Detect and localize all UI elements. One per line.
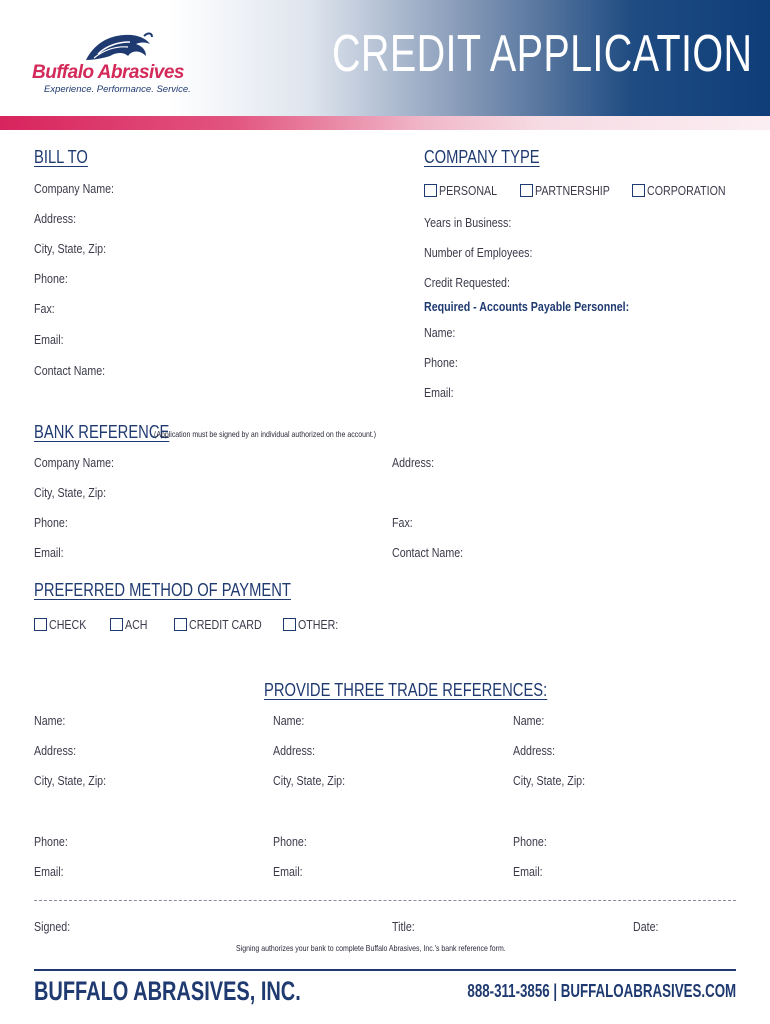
other-label: OTHER: <box>298 617 339 632</box>
title-field[interactable]: Title: <box>392 919 415 934</box>
trade2-city-state-zip-field[interactable]: City, State, Zip: <box>273 773 346 788</box>
ap-phone-field[interactable]: Phone: <box>424 355 458 370</box>
checkbox-square-icon[interactable] <box>174 618 187 631</box>
personal-label: PERSONAL <box>439 183 498 198</box>
date-field[interactable]: Date: <box>633 919 659 934</box>
checkbox-square-icon[interactable] <box>110 618 123 631</box>
logo-tagline: Experience. Performance. Service. <box>44 84 191 95</box>
bill-to-phone-field[interactable]: Phone: <box>34 271 68 286</box>
number-of-employees-field[interactable]: Number of Employees: <box>424 245 533 260</box>
bill-to-fax-field[interactable]: Fax: <box>34 301 55 316</box>
partnership-checkbox[interactable] <box>520 183 626 198</box>
company-type-heading: COMPANY TYPE <box>424 147 540 167</box>
document-title: CREDIT APPLICATION <box>332 25 753 83</box>
trade3-phone-field[interactable]: Phone: <box>513 834 547 849</box>
trade3-address-field[interactable]: Address: <box>513 743 556 758</box>
partnership-label: PARTNERSHIP <box>535 183 610 198</box>
bill-to-contact-name-field[interactable]: Contact Name: <box>34 363 106 378</box>
trade2-address-field[interactable]: Address: <box>273 743 316 758</box>
company-logo <box>32 30 207 98</box>
credit-requested-field[interactable]: Credit Requested: <box>424 275 510 290</box>
bill-to-email-field[interactable]: Email: <box>34 332 64 347</box>
checkbox-square-icon[interactable] <box>283 618 296 631</box>
check-label: CHECK <box>49 617 87 632</box>
header-accent-stripe <box>0 116 770 130</box>
other-checkbox[interactable] <box>283 617 347 632</box>
trade3-city-state-zip-field[interactable]: City, State, Zip: <box>513 773 586 788</box>
trade2-name-field[interactable]: Name: <box>273 713 305 728</box>
corporation-checkbox[interactable] <box>632 183 743 198</box>
trade3-name-field[interactable]: Name: <box>513 713 545 728</box>
bill-to-city-state-zip-field[interactable]: City, State, Zip: <box>34 241 107 256</box>
bison-logo-icon <box>84 30 154 66</box>
bank-email-field[interactable]: Email: <box>34 545 64 560</box>
ap-email-field[interactable]: Email: <box>424 385 454 400</box>
required-ap-personnel-label: Required - Accounts Payable Personnel: <box>424 299 630 314</box>
trade2-email-field[interactable]: Email: <box>273 864 303 879</box>
personal-checkbox[interactable] <box>424 183 510 198</box>
bank-fax-field[interactable]: Fax: <box>392 515 413 530</box>
trade1-address-field[interactable]: Address: <box>34 743 77 758</box>
checkbox-square-icon[interactable] <box>632 184 645 197</box>
signature-authorization-note: Signing authorizes your bank to complete Buffalo Abrasives, Inc.'s bank reference form. <box>236 943 506 953</box>
trade3-email-field[interactable]: Email: <box>513 864 543 879</box>
credit-card-checkbox[interactable] <box>174 617 278 632</box>
trade1-phone-field[interactable]: Phone: <box>34 834 68 849</box>
bill-to-heading: BILL TO <box>34 147 88 167</box>
trade1-city-state-zip-field[interactable]: City, State, Zip: <box>34 773 107 788</box>
ach-label: ACH <box>125 617 148 632</box>
footer-contact-info: 888-311-3856 | BUFFALOABRASIVES.COM <box>467 981 736 1001</box>
credit-card-label: CREDIT CARD <box>189 617 262 632</box>
bill-to-company-name-field[interactable]: Company Name: <box>34 181 114 196</box>
check-checkbox[interactable] <box>34 617 95 632</box>
bank-company-name-field[interactable]: Company Name: <box>34 455 114 470</box>
checkbox-square-icon[interactable] <box>520 184 533 197</box>
bank-reference-note: (Application must be signed by an individual authorized on the account.) <box>154 429 377 439</box>
signed-field[interactable]: Signed: <box>34 919 71 934</box>
ap-name-field[interactable]: Name: <box>424 325 456 340</box>
bill-to-address-field[interactable]: Address: <box>34 211 77 226</box>
bank-reference-heading: BANK REFERENCE <box>34 422 170 442</box>
corporation-label: CORPORATION <box>647 183 726 198</box>
trade1-email-field[interactable]: Email: <box>34 864 64 879</box>
trade2-phone-field[interactable]: Phone: <box>273 834 307 849</box>
bank-phone-field[interactable]: Phone: <box>34 515 68 530</box>
footer-divider <box>34 969 736 971</box>
ach-checkbox[interactable] <box>110 617 152 632</box>
trade-references-heading: PROVIDE THREE TRADE REFERENCES: <box>264 680 548 700</box>
bank-city-state-zip-field[interactable]: City, State, Zip: <box>34 485 107 500</box>
logo-wordmark: Buffalo Abrasives <box>32 62 184 83</box>
bank-contact-name-field[interactable]: Contact Name: <box>392 545 464 560</box>
checkbox-square-icon[interactable] <box>34 618 47 631</box>
bank-address-field[interactable]: Address: <box>392 455 435 470</box>
checkbox-square-icon[interactable] <box>424 184 437 197</box>
payment-method-heading: PREFERRED METHOD OF PAYMENT <box>34 580 291 600</box>
years-in-business-field[interactable]: Years in Business: <box>424 215 512 230</box>
footer-company-name: BUFFALO ABRASIVES, INC. <box>34 976 301 1006</box>
trade1-name-field[interactable]: Name: <box>34 713 66 728</box>
dashed-divider <box>34 900 736 901</box>
